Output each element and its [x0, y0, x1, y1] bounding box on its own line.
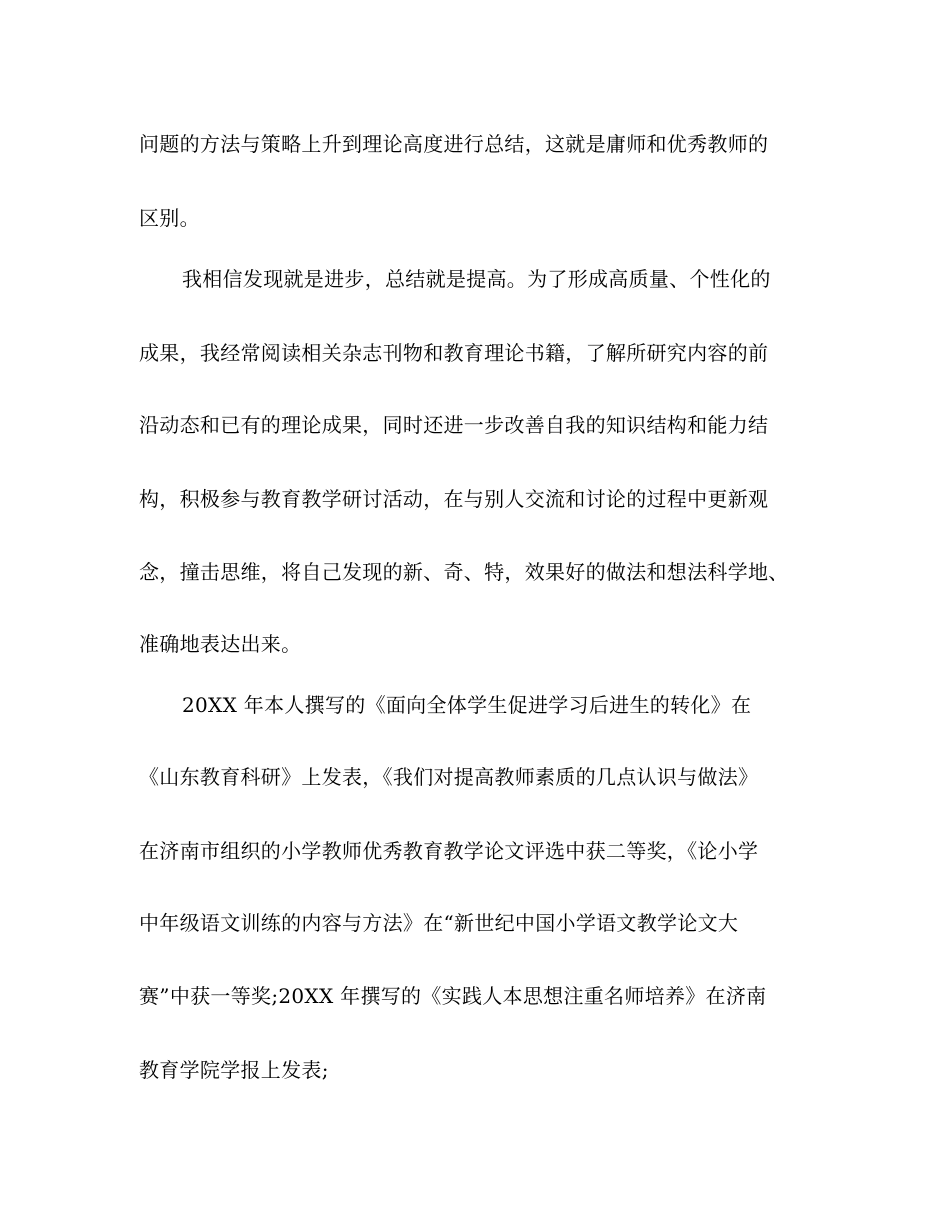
paragraph-first-line: 我相信发现就是进步，总结就是提高。为了形成高质量、个性化的 [182, 267, 771, 291]
text-line: 沿动态和已有的理论成果，同时还进一步改善自我的知识结构和能力结 [139, 413, 769, 437]
text-line: 赛”中获一等奖;20XX 年撰写的《实践人本思想注重名师培养》在济南 [139, 984, 767, 1008]
text-line: 中年级语文训练的内容与方法》在“新世纪中国小学语文教学论文大 [139, 911, 739, 935]
text-line: 《山东教育科研》上发表，《我们对提高教师素质的几点认识与做法》 [139, 765, 759, 789]
text-line: 问题的方法与策略上升到理论高度进行总结，这就是庸师和优秀教师的 [139, 132, 769, 156]
text-line: 教育学院学报上发表; [139, 1058, 329, 1082]
text-line: 在济南市组织的小学教师优秀教育教学论文评选中获二等奖，《论小学 [139, 839, 759, 863]
text-line: 区别。 [139, 206, 200, 230]
text-line: 构，积极参与教育教学研讨活动，在与别人交流和讨论的过程中更新观 [139, 487, 769, 511]
text-line: 念，撞击思维，将自己发现的新、奇、特，效果好的做法和想法科学地、 [139, 560, 789, 584]
paragraph-first-line: 20XX 年本人撰写的《面向全体学生促进学习后进生的转化》在 [182, 693, 752, 717]
text-line: 成果，我经常阅读相关杂志刊物和教育理论书籍，了解所研究内容的前 [139, 341, 769, 365]
text-line: 准确地表达出来。 [139, 632, 302, 656]
